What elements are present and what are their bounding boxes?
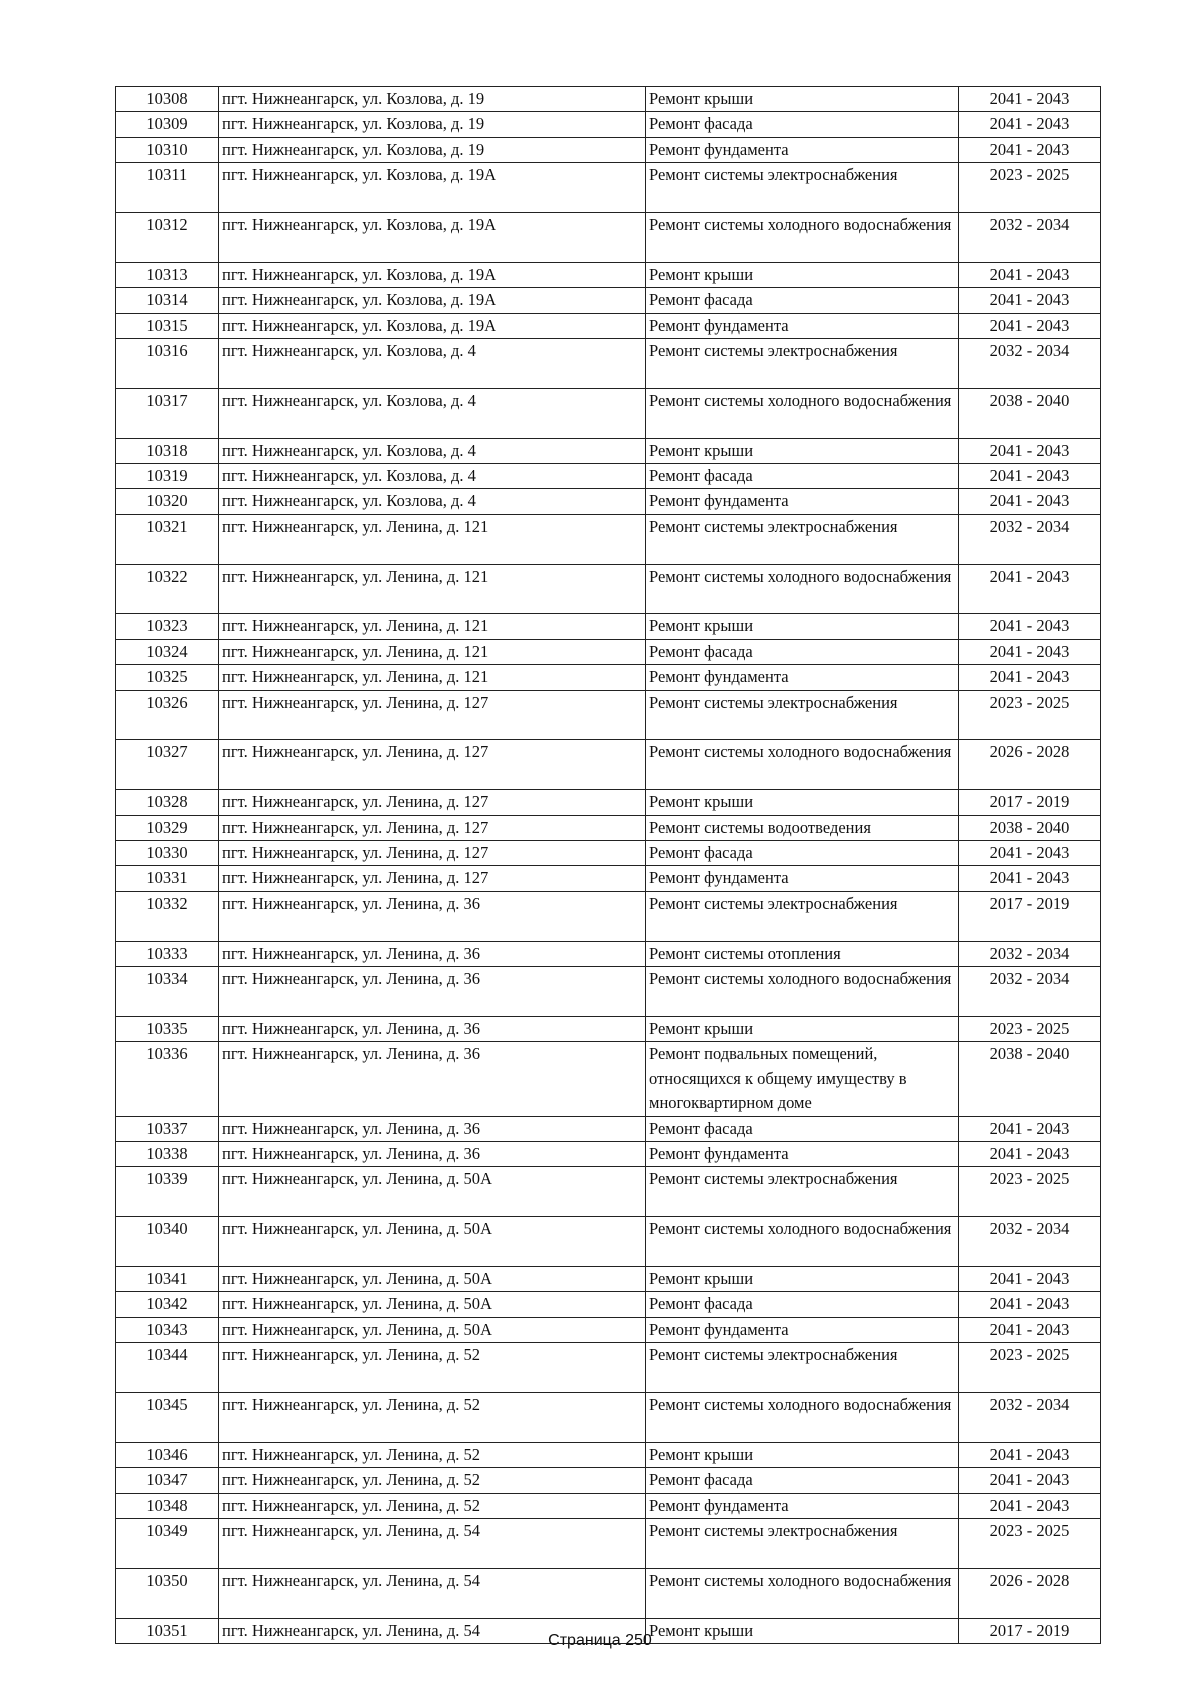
row-number-cell: 10328 — [116, 790, 219, 815]
table-row — [116, 841, 1101, 866]
work-type-cell: Ремонт фасада — [646, 112, 959, 137]
work-type-cell: Ремонт фасада — [646, 639, 959, 664]
work-type-cell: Ремонт крыши — [646, 614, 959, 639]
address-cell: пгт. Нижнеангарск, ул. Козлова, д. 19А — [219, 262, 646, 287]
work-type-cell: Ремонт крыши — [646, 790, 959, 815]
work-type-cell: Ремонт подвальных помещений, относящихся к общему имуществу в многоквартирном доме — [646, 1042, 959, 1116]
row-number-cell: 10326 — [116, 690, 219, 740]
period-cell: 2041 - 2043 — [959, 841, 1101, 866]
work-type-cell: Ремонт крыши — [646, 1016, 959, 1041]
address-cell: пгт. Нижнеангарск, ул. Ленина, д. 50А — [219, 1217, 646, 1267]
work-type-cell: Ремонт системы отопления — [646, 941, 959, 966]
work-type-cell: Ремонт системы электроснабжения — [646, 690, 959, 740]
work-type-cell: Ремонт крыши — [646, 1442, 959, 1467]
address-cell: пгт. Нижнеангарск, ул. Козлова, д. 4 — [219, 464, 646, 489]
table-row — [116, 639, 1101, 664]
row-number-cell: 10310 — [116, 137, 219, 162]
address-cell: пгт. Нижнеангарск, ул. Ленина, д. 36 — [219, 1042, 646, 1116]
row-number-cell: 10337 — [116, 1116, 219, 1141]
period-cell: 2032 - 2034 — [959, 941, 1101, 966]
address-cell: пгт. Нижнеангарск, ул. Ленина, д. 36 — [219, 1141, 646, 1166]
work-type-cell: Ремонт системы электроснабжения — [646, 1518, 959, 1568]
row-number-cell: 10334 — [116, 967, 219, 1017]
period-cell: 2023 - 2025 — [959, 1518, 1101, 1568]
address-cell: пгт. Нижнеангарск, ул. Ленина, д. 54 — [219, 1618, 646, 1643]
work-type-cell: Ремонт системы холодного водоснабжения — [646, 967, 959, 1017]
row-number-cell: 10317 — [116, 388, 219, 438]
period-cell: 2041 - 2043 — [959, 665, 1101, 690]
period-cell: 2023 - 2025 — [959, 1167, 1101, 1217]
table-row — [116, 564, 1101, 614]
row-number-cell: 10309 — [116, 112, 219, 137]
table-row — [116, 464, 1101, 489]
table-row — [116, 137, 1101, 162]
period-cell: 2041 - 2043 — [959, 564, 1101, 614]
address-cell: пгт. Нижнеангарск, ул. Ленина, д. 127 — [219, 740, 646, 790]
table-row — [116, 665, 1101, 690]
period-cell: 2041 - 2043 — [959, 1493, 1101, 1518]
work-type-cell: Ремонт системы электроснабжения — [646, 163, 959, 213]
row-number-cell: 10315 — [116, 313, 219, 338]
row-number-cell: 10313 — [116, 262, 219, 287]
work-type-cell: Ремонт системы электроснабжения — [646, 514, 959, 564]
period-cell: 2041 - 2043 — [959, 1468, 1101, 1493]
table-row — [116, 288, 1101, 313]
table-row — [116, 1493, 1101, 1518]
table-row — [116, 1266, 1101, 1291]
table-row — [116, 1442, 1101, 1467]
address-cell: пгт. Нижнеангарск, ул. Ленина, д. 121 — [219, 639, 646, 664]
work-type-cell: Ремонт системы электроснабжения — [646, 339, 959, 389]
table-row — [116, 740, 1101, 790]
row-number-cell: 10327 — [116, 740, 219, 790]
work-type-cell: Ремонт фундамента — [646, 1141, 959, 1166]
row-number-cell: 10322 — [116, 564, 219, 614]
row-number-cell: 10338 — [116, 1141, 219, 1166]
row-number-cell: 10316 — [116, 339, 219, 389]
address-cell: пгт. Нижнеангарск, ул. Ленина, д. 127 — [219, 790, 646, 815]
period-cell: 2026 - 2028 — [959, 1568, 1101, 1618]
table-row — [116, 967, 1101, 1017]
period-cell: 2017 - 2019 — [959, 790, 1101, 815]
row-number-cell: 10346 — [116, 1442, 219, 1467]
work-type-cell: Ремонт фундамента — [646, 866, 959, 891]
table-row — [116, 313, 1101, 338]
address-cell: пгт. Нижнеангарск, ул. Ленина, д. 50А — [219, 1167, 646, 1217]
row-number-cell: 10351 — [116, 1618, 219, 1643]
address-cell: пгт. Нижнеангарск, ул. Ленина, д. 36 — [219, 1016, 646, 1041]
period-cell: 2023 - 2025 — [959, 163, 1101, 213]
table-row — [116, 891, 1101, 941]
work-type-cell: Ремонт системы холодного водоснабжения — [646, 1217, 959, 1267]
period-cell: 2038 - 2040 — [959, 388, 1101, 438]
row-number-cell: 10349 — [116, 1518, 219, 1568]
row-number-cell: 10350 — [116, 1568, 219, 1618]
row-number-cell: 10318 — [116, 438, 219, 463]
work-type-cell: Ремонт фасада — [646, 288, 959, 313]
address-cell: пгт. Нижнеангарск, ул. Козлова, д. 4 — [219, 339, 646, 389]
period-cell: 2041 - 2043 — [959, 1116, 1101, 1141]
work-type-cell: Ремонт системы водоотведения — [646, 815, 959, 840]
row-number-cell: 10321 — [116, 514, 219, 564]
row-number-cell: 10330 — [116, 841, 219, 866]
period-cell: 2032 - 2034 — [959, 514, 1101, 564]
period-cell: 2023 - 2025 — [959, 1343, 1101, 1393]
period-cell: 2017 - 2019 — [959, 1618, 1101, 1643]
address-cell: пгт. Нижнеангарск, ул. Ленина, д. 121 — [219, 564, 646, 614]
table-row — [116, 1292, 1101, 1317]
period-cell: 2041 - 2043 — [959, 1292, 1101, 1317]
period-cell: 2041 - 2043 — [959, 288, 1101, 313]
table-row — [116, 87, 1101, 112]
row-number-cell: 10325 — [116, 665, 219, 690]
row-number-cell: 10344 — [116, 1343, 219, 1393]
address-cell: пгт. Нижнеангарск, ул. Ленина, д. 52 — [219, 1493, 646, 1518]
work-type-cell: Ремонт фасада — [646, 1468, 959, 1493]
work-type-cell: Ремонт фундамента — [646, 1493, 959, 1518]
row-number-cell: 10348 — [116, 1493, 219, 1518]
row-number-cell: 10320 — [116, 489, 219, 514]
period-cell: 2041 - 2043 — [959, 313, 1101, 338]
table-row — [116, 941, 1101, 966]
period-cell: 2041 - 2043 — [959, 1442, 1101, 1467]
period-cell: 2041 - 2043 — [959, 639, 1101, 664]
row-number-cell: 10329 — [116, 815, 219, 840]
table-row — [116, 614, 1101, 639]
row-number-cell: 10339 — [116, 1167, 219, 1217]
work-type-cell: Ремонт крыши — [646, 438, 959, 463]
period-cell: 2038 - 2040 — [959, 1042, 1101, 1116]
row-number-cell: 10319 — [116, 464, 219, 489]
work-type-cell: Ремонт фундамента — [646, 313, 959, 338]
period-cell: 2041 - 2043 — [959, 112, 1101, 137]
row-number-cell: 10311 — [116, 163, 219, 213]
work-type-cell: Ремонт фундамента — [646, 489, 959, 514]
work-type-cell: Ремонт фасада — [646, 1116, 959, 1141]
address-cell: пгт. Нижнеангарск, ул. Козлова, д. 4 — [219, 489, 646, 514]
row-number-cell: 10332 — [116, 891, 219, 941]
work-type-cell: Ремонт фундамента — [646, 137, 959, 162]
table-row — [116, 1042, 1101, 1116]
page-number: Страница 250 — [548, 1632, 652, 1649]
table-row — [116, 1518, 1101, 1568]
address-cell: пгт. Нижнеангарск, ул. Ленина, д. 52 — [219, 1392, 646, 1442]
address-cell: пгт. Нижнеангарск, ул. Ленина, д. 50А — [219, 1317, 646, 1342]
work-type-cell: Ремонт системы холодного водоснабжения — [646, 1568, 959, 1618]
row-number-cell: 10341 — [116, 1266, 219, 1291]
table-row — [116, 1016, 1101, 1041]
row-number-cell: 10312 — [116, 213, 219, 263]
period-cell: 2041 - 2043 — [959, 262, 1101, 287]
period-cell: 2032 - 2034 — [959, 1217, 1101, 1267]
row-number-cell: 10308 — [116, 87, 219, 112]
period-cell: 2041 - 2043 — [959, 489, 1101, 514]
period-cell: 2032 - 2034 — [959, 213, 1101, 263]
table-row — [116, 438, 1101, 463]
table-row — [116, 1167, 1101, 1217]
table-body — [116, 87, 1101, 1644]
row-number-cell: 10333 — [116, 941, 219, 966]
address-cell: пгт. Нижнеангарск, ул. Ленина, д. 36 — [219, 891, 646, 941]
address-cell: пгт. Нижнеангарск, ул. Козлова, д. 19А — [219, 313, 646, 338]
address-cell: пгт. Нижнеангарск, ул. Ленина, д. 121 — [219, 514, 646, 564]
period-cell: 2017 - 2019 — [959, 891, 1101, 941]
table-row — [116, 112, 1101, 137]
work-type-cell: Ремонт фасада — [646, 841, 959, 866]
table-row — [116, 213, 1101, 263]
period-cell: 2032 - 2034 — [959, 339, 1101, 389]
address-cell: пгт. Нижнеангарск, ул. Ленина, д. 50А — [219, 1292, 646, 1317]
address-cell: пгт. Нижнеангарск, ул. Ленина, д. 127 — [219, 841, 646, 866]
repair-schedule-table — [115, 86, 1101, 1644]
table-row — [116, 1568, 1101, 1618]
table-row — [116, 388, 1101, 438]
address-cell: пгт. Нижнеангарск, ул. Козлова, д. 19 — [219, 137, 646, 162]
work-type-cell: Ремонт системы холодного водоснабжения — [646, 388, 959, 438]
address-cell: пгт. Нижнеангарск, ул. Козлова, д. 4 — [219, 438, 646, 463]
address-cell: пгт. Нижнеангарск, ул. Ленина, д. 52 — [219, 1468, 646, 1493]
address-cell: пгт. Нижнеангарск, ул. Козлова, д. 19А — [219, 213, 646, 263]
table-row — [116, 514, 1101, 564]
work-type-cell: Ремонт системы электроснабжения — [646, 1343, 959, 1393]
row-number-cell: 10340 — [116, 1217, 219, 1267]
address-cell: пгт. Нижнеангарск, ул. Ленина, д. 127 — [219, 815, 646, 840]
work-type-cell: Ремонт системы электроснабжения — [646, 891, 959, 941]
period-cell: 2041 - 2043 — [959, 1141, 1101, 1166]
table-row — [116, 1317, 1101, 1342]
table-row — [116, 1141, 1101, 1166]
address-cell: пгт. Нижнеангарск, ул. Ленина, д. 54 — [219, 1518, 646, 1568]
table-row — [116, 1217, 1101, 1267]
work-type-cell: Ремонт фундамента — [646, 1317, 959, 1342]
work-type-cell: Ремонт фасада — [646, 464, 959, 489]
period-cell: 2026 - 2028 — [959, 740, 1101, 790]
table-row — [116, 339, 1101, 389]
row-number-cell: 10314 — [116, 288, 219, 313]
table-row — [116, 790, 1101, 815]
period-cell: 2041 - 2043 — [959, 464, 1101, 489]
address-cell: пгт. Нижнеангарск, ул. Ленина, д. 52 — [219, 1442, 646, 1467]
period-cell: 2038 - 2040 — [959, 815, 1101, 840]
work-type-cell: Ремонт крыши — [646, 87, 959, 112]
row-number-cell: 10335 — [116, 1016, 219, 1041]
work-type-cell: Ремонт крыши — [646, 1266, 959, 1291]
work-type-cell: Ремонт фасада — [646, 1292, 959, 1317]
address-cell: пгт. Нижнеангарск, ул. Ленина, д. 52 — [219, 1343, 646, 1393]
address-cell: пгт. Нижнеангарск, ул. Ленина, д. 121 — [219, 665, 646, 690]
period-cell: 2041 - 2043 — [959, 866, 1101, 891]
period-cell: 2041 - 2043 — [959, 1317, 1101, 1342]
period-cell: 2041 - 2043 — [959, 87, 1101, 112]
table-row — [116, 163, 1101, 213]
table-row — [116, 1468, 1101, 1493]
address-cell: пгт. Нижнеангарск, ул. Козлова, д. 19А — [219, 163, 646, 213]
table-row — [116, 815, 1101, 840]
row-number-cell: 10345 — [116, 1392, 219, 1442]
table-row — [116, 1116, 1101, 1141]
work-type-cell: Ремонт крыши — [646, 1618, 959, 1643]
address-cell: пгт. Нижнеангарск, ул. Ленина, д. 127 — [219, 690, 646, 740]
address-cell: пгт. Нижнеангарск, ул. Ленина, д. 127 — [219, 866, 646, 891]
address-cell: пгт. Нижнеангарск, ул. Ленина, д. 36 — [219, 941, 646, 966]
table-row — [116, 866, 1101, 891]
work-type-cell: Ремонт фундамента — [646, 665, 959, 690]
period-cell: 2023 - 2025 — [959, 1016, 1101, 1041]
period-cell: 2041 - 2043 — [959, 438, 1101, 463]
table-row — [116, 1343, 1101, 1393]
work-type-cell: Ремонт крыши — [646, 262, 959, 287]
period-cell: 2032 - 2034 — [959, 967, 1101, 1017]
work-type-cell: Ремонт системы холодного водоснабжения — [646, 564, 959, 614]
work-type-cell: Ремонт системы холодного водоснабжения — [646, 1392, 959, 1442]
address-cell: пгт. Нижнеангарск, ул. Козлова, д. 19 — [219, 112, 646, 137]
table-row — [116, 489, 1101, 514]
address-cell: пгт. Нижнеангарск, ул. Козлова, д. 19А — [219, 288, 646, 313]
table-row — [116, 1392, 1101, 1442]
address-cell: пгт. Нижнеангарск, ул. Ленина, д. 36 — [219, 1116, 646, 1141]
address-cell: пгт. Нижнеангарск, ул. Ленина, д. 36 — [219, 967, 646, 1017]
address-cell: пгт. Нижнеангарск, ул. Ленина, д. 121 — [219, 614, 646, 639]
address-cell: пгт. Нижнеангарск, ул. Козлова, д. 4 — [219, 388, 646, 438]
table-row — [116, 262, 1101, 287]
row-number-cell: 10342 — [116, 1292, 219, 1317]
work-type-cell: Ремонт системы холодного водоснабжения — [646, 213, 959, 263]
row-number-cell: 10336 — [116, 1042, 219, 1116]
period-cell: 2023 - 2025 — [959, 690, 1101, 740]
row-number-cell: 10331 — [116, 866, 219, 891]
row-number-cell: 10323 — [116, 614, 219, 639]
row-number-cell: 10347 — [116, 1468, 219, 1493]
address-cell: пгт. Нижнеангарск, ул. Козлова, д. 19 — [219, 87, 646, 112]
table-row — [116, 690, 1101, 740]
work-type-cell: Ремонт системы электроснабжения — [646, 1167, 959, 1217]
row-number-cell: 10343 — [116, 1317, 219, 1342]
address-cell: пгт. Нижнеангарск, ул. Ленина, д. 50А — [219, 1266, 646, 1291]
period-cell: 2032 - 2034 — [959, 1392, 1101, 1442]
period-cell: 2041 - 2043 — [959, 1266, 1101, 1291]
row-number-cell: 10324 — [116, 639, 219, 664]
period-cell: 2041 - 2043 — [959, 137, 1101, 162]
address-cell: пгт. Нижнеангарск, ул. Ленина, д. 54 — [219, 1568, 646, 1618]
period-cell: 2041 - 2043 — [959, 614, 1101, 639]
work-type-cell: Ремонт системы холодного водоснабжения — [646, 740, 959, 790]
